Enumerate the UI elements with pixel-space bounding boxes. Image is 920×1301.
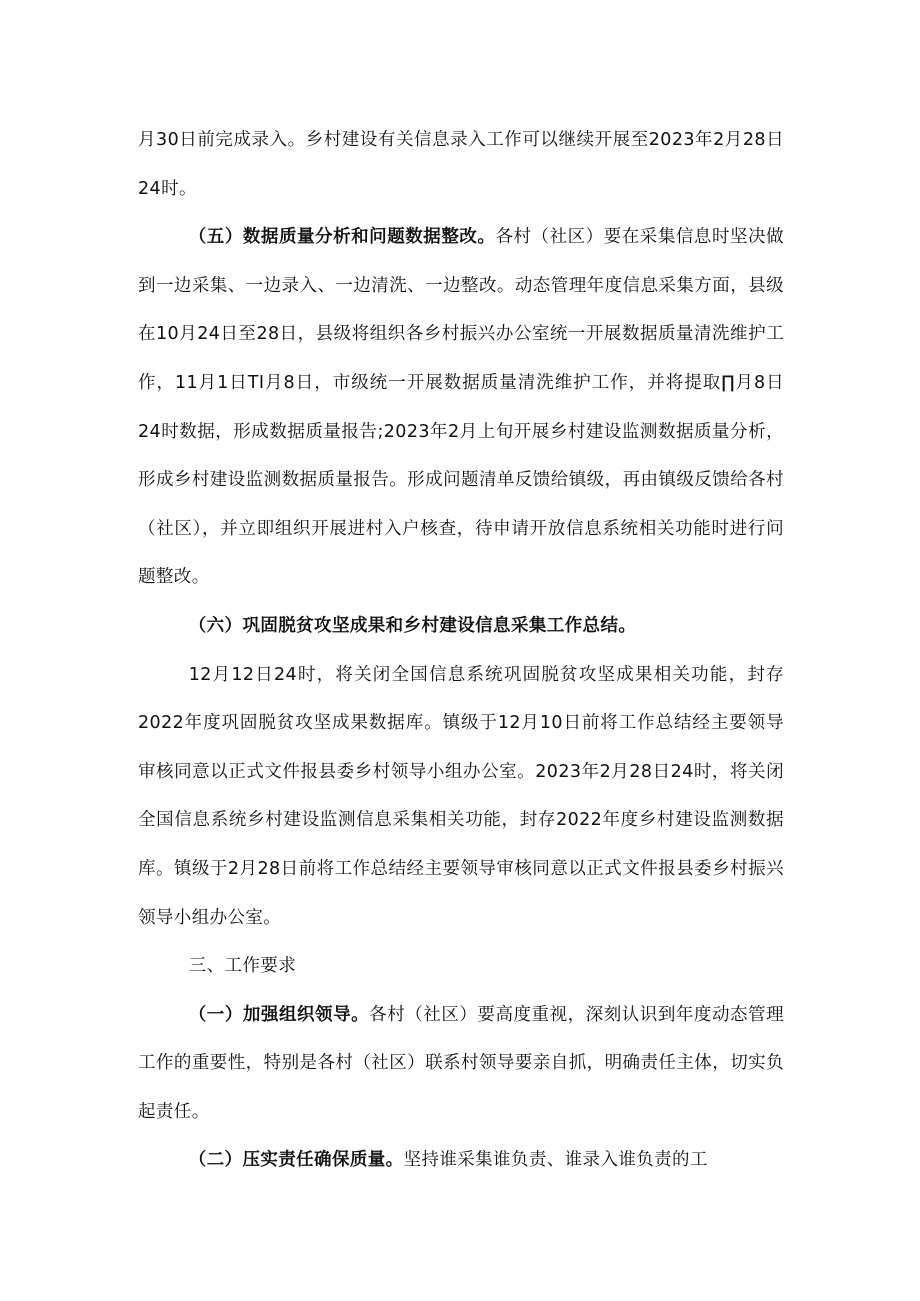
- paragraph-text: 坚持谁采集谁负责、谁录入谁负责的工: [403, 1150, 708, 1171]
- paragraph-text: 月30日前完成录入。乡村建设有关信息录入工作可以继续开展至2023年2月28日24时。: [138, 130, 784, 199]
- paragraph-text: 各村（社区）要在采集信息时坚决做到一边采集、一边录入、一边清洗、一边整改。动态管理年度信息采集方面，县级在10月24日至28日，县级将组织各乡村振兴办公室统一开展数据质量清洗维护工作，11月1日TI月8日，市级统一开展数据质量清洗维护工作，并将提取∏月8日24时数据，形成数据质量报告;2023年2月上旬开展乡村建设监测数据质量分析，形成乡村建设监测数据质量报告。形成问题清单反馈给镇级，再由镇级反馈给各村（社区），并立即组织开展进村入户核查，待申请开放信息系统相关功能时进行问题整改。: [138, 227, 784, 588]
- paragraph-data-quality: [138, 213, 784, 602]
- requirement-heading-2: （二）压实责任确保质量。: [188, 1150, 404, 1171]
- paragraph-summary-heading: [138, 602, 784, 651]
- subsection-heading-6: （六）巩固脱贫攻坚成果和乡村建设信息采集工作总结。: [188, 615, 637, 636]
- paragraph-text: 12月12日24时，将关闭全国信息系统巩固脱贫攻坚成果相关功能，封存2022年度巩固脱贫攻坚成果数据库。镇级于12月10日前将工作总结经主要领导审核同意以正式文件报县委乡村领导小组办公室。2023年2月28日24时，将关闭全国信息系统乡村建设监测信息采集相关功能，封存2022年度乡村建设监测数据库。镇级于2月28日前将工作总结经主要领导审核同意以正式文件报县委乡村振兴领导小组办公室。: [138, 664, 784, 928]
- paragraph-organization: [138, 991, 784, 1137]
- paragraph-text: 各村（社区）要高度重视，深刻认识到年度动态管理工作的重要性，特别是各村（社区）联系村领导要亲自抓，明确责任主体，切实负起责任。: [138, 1004, 784, 1122]
- paragraph-continuation: [138, 116, 784, 213]
- section-title-3: [138, 942, 784, 991]
- requirement-heading-1: （一）加强组织领导。: [188, 1004, 370, 1025]
- paragraph-summary: [138, 651, 784, 943]
- section-title-text: 三、工作要求: [188, 956, 297, 977]
- subsection-heading-5: （五）数据质量分析和问题数据整改。: [188, 227, 496, 248]
- document-body: [138, 116, 784, 1185]
- paragraph-responsibility: [138, 1136, 784, 1185]
